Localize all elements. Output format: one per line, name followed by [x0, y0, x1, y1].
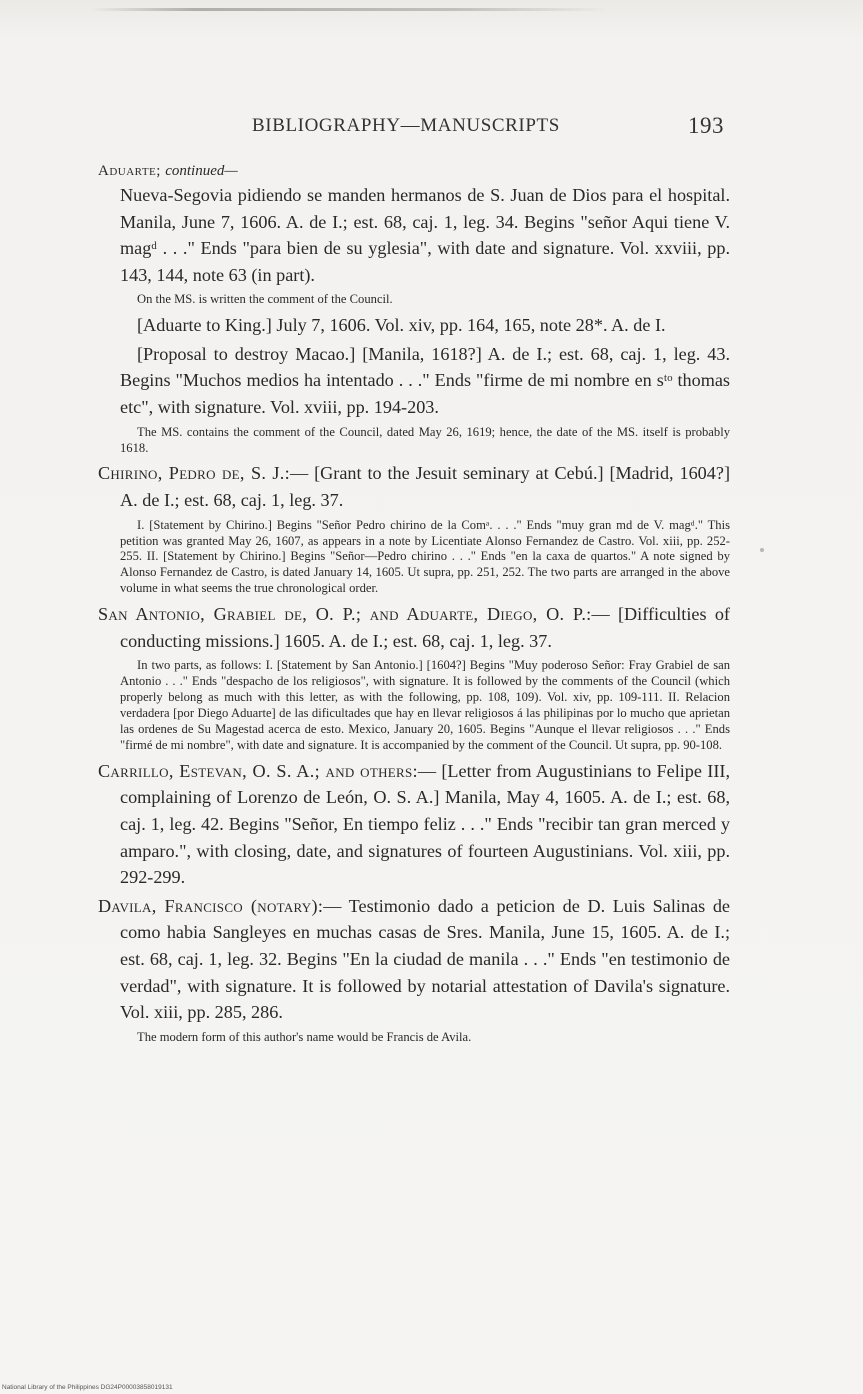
entry-note: On the MS. is written the comment of the Council.	[137, 292, 393, 307]
entry-note: The MS. contains the comment of the Council, dated May 26, 1619; hence, the date of the MS. itself is probably 1618.	[120, 424, 730, 455]
entry-author: Davila, Francisco (notary):	[98, 895, 324, 916]
continued-label: continued—	[165, 163, 238, 179]
entry-author: Chirino, Pedro de, S. J.:	[98, 463, 290, 484]
bibliography-content	[98, 160, 730, 1050]
entry-note: I. [Statement by Chirino.] Begins "Señor Pedro chirino de la Comᵃ. . . ." Ends "muy gran md de V. magᵈ." This petition was granted May 26, 1607, as appears in a note by Licentiate Alonso Fernandez de Castro. Vol. xiii, pp. 252-255. II. [Statement by Chirino.] Begins "Señor—Pedro chirino . . ." Ends "en la caxa de quartos." A note signed by Alonso Fernandez de Castro, is dated January 14, 1605. Ut supra, pp. 251, 252. The two parts are arranged in the above volume in what seems the true chronological order.	[120, 517, 730, 596]
entry-note: In two parts, as follows: I. [Statement by San Antonio.] [1604?] Begins "Muy poderoso Señor: Fray Grabiel de san Antonio . . ." Ends "despacho de los religiosos", with signature. It is followed by the comments of the Council (which properly belong as much with this letter, as with the following, pp. 108, 109). Vol. xiv, pp. 109-111. II. Relacion verdadera [por Diego Aduarte] de las dificultades que hay en llevar religiosos á las philipinas por lo mucho que aprietan las ordenes de Su Magestad acerca de esto. Mexico, January 20, 1605. Begins "Aunque el llevar religiosos . . ." Ends "firmé de mi nombre", with date and signature. It is accompanied by the comment of the Council. Ut supra, pp. 90-108.	[120, 658, 730, 752]
bibliography-entry	[98, 601, 730, 754]
entry-heading	[98, 601, 730, 654]
running-head: BIBLIOGRAPHY—MANUSCRIPTS	[252, 115, 560, 136]
scan-edge-line	[90, 8, 610, 11]
entry-text: [Proposal to destroy Macao.] [Manila, 1618?] A. de I.; est. 68, caj. 1, leg. 43. Begins "Muchos medios ha intentado . . ." Ends "firme de mi nombre en sᵗᵒ thomas etc", with signature. Vol. xviii, pp. 194-203.	[120, 343, 730, 418]
entry-text: — [Grant to the Jesuit seminary at Cebú.] [Madrid, 1604?] A. de I.; est. 68, caj. 1, leg. 37.	[120, 463, 730, 511]
entry-heading	[98, 758, 730, 891]
bibliography-entry	[98, 893, 730, 1046]
continued-author: Aduarte;	[98, 163, 161, 179]
page-number: 193	[688, 113, 724, 138]
scan-identifier: National Library of the Philippines DG24P00003858019131	[2, 1384, 173, 1391]
entry-author: San Antonio, Grabiel de, O. P.; and Aduarte, Diego, O. P.:	[98, 604, 592, 625]
entry-note: The modern form of this author's name would be Francis de Avila.	[137, 1029, 472, 1044]
entry-text: Nueva-Segovia pidiendo se manden hermanos de S. Juan de Dios para el hospital. Manila, June 7, 1606. A. de I.; est. 68, caj. 1, leg. 34. Begins "señor Aqui tiene V. magᵈ . . ." Ends "para bien de su yglesia", with date and signature. Vol. xxviii, pp. 143, 144, note 63 (in part).	[120, 185, 730, 285]
entry-author: Carrillo, Estevan, O. S. A.; and others:	[98, 760, 418, 781]
bibliography-entry	[98, 341, 730, 457]
bibliography-entry	[98, 312, 730, 339]
entry-text: — [Letter from Augustinians to Felipe III, complaining of Lorenzo de León, O. S. A.] Manila, May 4, 1605. A. de I.; est. 68, caj. 1, leg. 42. Begins "Señor, En tiempo feliz . . ." Ends "recibir tan gran merced y amparo.", with closing, date, and signatures of fourteen Augustinians. Vol. xiii, pp. 292-299.	[120, 760, 730, 888]
scan-speck	[760, 548, 764, 552]
entry-text: — [Difficulties of conducting missions.] 1605. A. de I.; est. 68, caj. 1, leg. 37.	[120, 604, 730, 651]
entry-text: [Aduarte to King.] July 7, 1606. Vol. xiv, pp. 164, 165, note 28*. A. de I.	[137, 315, 666, 336]
page-header	[118, 113, 730, 143]
bibliography-entry	[98, 758, 730, 891]
continued-heading	[98, 160, 730, 182]
entry-text: — Testimonio dado a peticion de D. Luis Salinas de como habia Sangleyes en muchas casas de Sres. Manila, June 15, 1605. A. de I.; est. 68, caj. 1, leg. 32. Begins "En la ciudad de manila . . ." Ends "en testimonio de verdad", with signature. It is followed by notarial attestation of Davila's signature. Vol. xiii, pp. 285, 286.	[120, 895, 730, 1023]
entry-heading	[98, 460, 730, 513]
bibliography-entry	[98, 182, 730, 308]
entry-heading	[98, 893, 730, 1026]
bibliography-entry	[98, 460, 730, 597]
